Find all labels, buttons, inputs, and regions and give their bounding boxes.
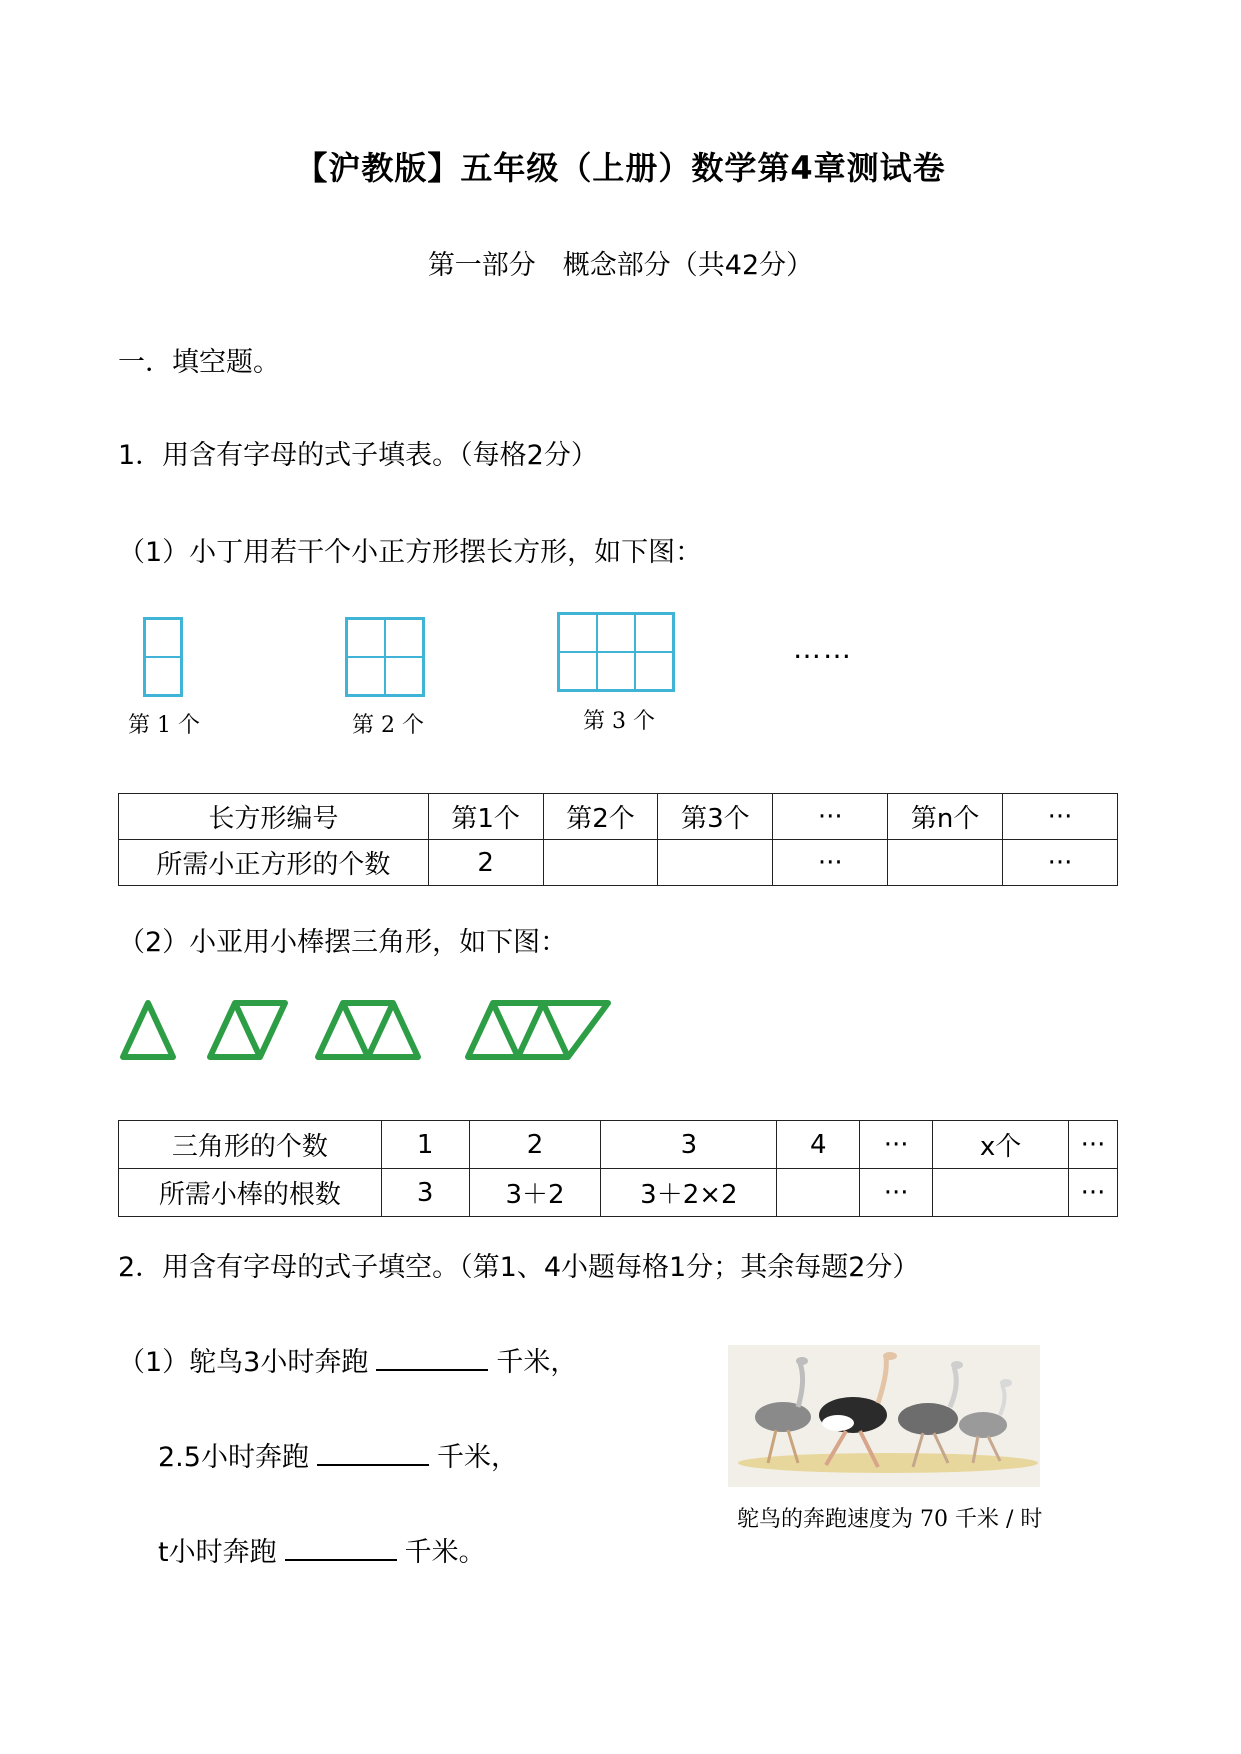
answer-blank-1[interactable] (376, 1343, 488, 1371)
answer-blank-3[interactable] (285, 1533, 397, 1561)
table-header-cell: 第2个 (543, 794, 658, 840)
table-header-cell: 3 (601, 1121, 777, 1169)
question-2-line-3 (158, 1530, 486, 1569)
table-header-cell: 第3个 (658, 794, 773, 840)
triangle-group-1 (123, 1003, 173, 1057)
triangle-group-3 (318, 1003, 418, 1057)
ostrich-caption: 鸵鸟的奔跑速度为 70 千米 / 时 (737, 1507, 1043, 1532)
rectangle-figure-1 (143, 617, 183, 697)
table-header-cell: 第n个 (888, 794, 1003, 840)
figure-label-3: 第 3 个 (583, 709, 655, 734)
table-header-cell: 三角形的个数 (119, 1121, 382, 1169)
triangle-group-4 (468, 1003, 608, 1057)
table-header-cell: 1 (381, 1121, 469, 1169)
answer-cell[interactable] (658, 840, 773, 886)
figure-label-2: 第 2 个 (352, 713, 424, 738)
table-cell: 3＋2×2 (601, 1169, 777, 1217)
answer-blank-2[interactable] (317, 1438, 429, 1466)
page-title: 【沪教版】五年级（上册）数学第4章测试卷 (295, 149, 946, 187)
triangle-group-2 (210, 1003, 285, 1057)
table-header-cell: x个 (933, 1121, 1069, 1169)
table-header-cell: 第1个 (428, 794, 543, 840)
section-subtitle: 第一部分 概念部分（共42分） (427, 250, 814, 281)
answer-cell[interactable] (888, 840, 1003, 886)
section-heading: 一．填空题。 (118, 347, 280, 378)
line-2-suffix: 千米， (436, 1442, 518, 1473)
rectangle-table (118, 793, 1118, 886)
table-cell: 所需小正方形的个数 (119, 840, 429, 886)
ostrich-illustration (728, 1345, 1040, 1487)
table-header-cell: 4 (777, 1121, 860, 1169)
rectangle-figure-3 (557, 612, 675, 692)
figure-label-1: 第 1 个 (128, 713, 200, 738)
question-2-line-1 (118, 1340, 577, 1379)
figure-ellipsis: …… (793, 632, 853, 665)
table-cell: 所需小棒的根数 (119, 1169, 382, 1217)
question-1-heading: 1．用含有字母的式子填表。（每格2分） (118, 440, 598, 471)
table-header-cell: ··· (1069, 1121, 1118, 1169)
table-header-cell: 长方形编号 (119, 794, 429, 840)
table-header-cell: 2 (469, 1121, 601, 1169)
table-header-cell: ··· (860, 1121, 933, 1169)
table-cell: 2 (428, 840, 543, 886)
line-2-prefix: 2.5小时奔跑 (158, 1442, 309, 1473)
table-cell: 3 (381, 1169, 469, 1217)
question-1-part-2-prompt: （2）小亚用小棒摆三角形，如下图： (118, 927, 568, 958)
table-cell: ··· (773, 840, 888, 886)
answer-cell[interactable] (777, 1169, 860, 1217)
line-1-suffix: 千米， (496, 1347, 578, 1378)
table-cell: ··· (860, 1169, 933, 1217)
table-header-cell: ··· (773, 794, 888, 840)
question-2-heading: 2．用含有字母的式子填空。（第1、4小题每格1分；其余每题2分） (118, 1252, 920, 1283)
triangle-sticks-figure (118, 995, 618, 1063)
table-cell: ··· (1069, 1169, 1118, 1217)
table-cell: ··· (1003, 840, 1118, 886)
table-header-cell: ··· (1003, 794, 1118, 840)
question-1-part-1-prompt: （1）小丁用若干个小正方形摆长方形，如下图： (118, 537, 703, 568)
table-cell: 3＋2 (469, 1169, 601, 1217)
line-3-suffix: 千米。 (404, 1537, 486, 1568)
rectangle-figure-2 (345, 617, 425, 697)
line-1-prefix: （1）鸵鸟3小时奔跑 (118, 1347, 369, 1378)
answer-cell[interactable] (933, 1169, 1069, 1217)
answer-cell[interactable] (543, 840, 658, 886)
line-3-prefix: t小时奔跑 (158, 1537, 277, 1568)
triangle-table (118, 1120, 1118, 1217)
question-2-line-2 (158, 1435, 518, 1474)
